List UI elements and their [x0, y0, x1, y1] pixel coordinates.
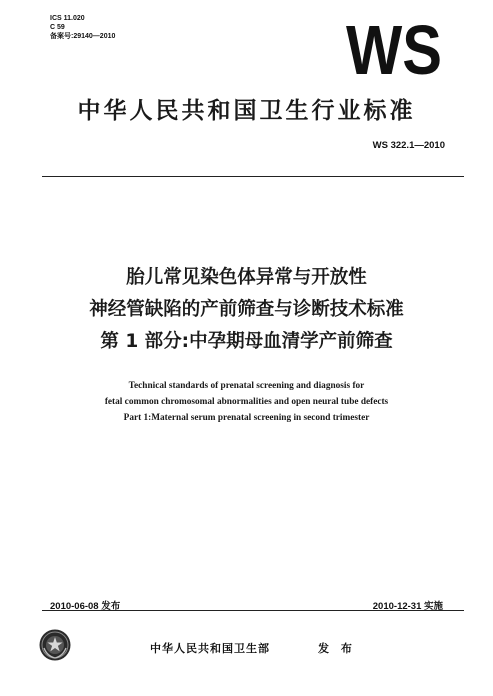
ccs-code: C 59	[50, 24, 65, 31]
chinese-title-line-2: 神经管缺陷的产前筛查与诊断技术标准	[89, 299, 404, 320]
svg-text:WS: WS	[346, 11, 442, 89]
chinese-title-line-1: 胎儿常见染色体异常与开放性	[126, 267, 367, 288]
footer-divider	[42, 610, 464, 611]
english-title-line-3: Part 1:Maternal serum prenatal screening in second trimester	[123, 413, 370, 423]
english-title	[0, 378, 493, 426]
header-divider	[42, 176, 464, 177]
effective-date: 2010-12-31 实施	[372, 601, 443, 612]
publish-label: 发 布	[318, 642, 356, 655]
classification-block	[50, 14, 115, 41]
chinese-title-line-3: 第 1 部分:中孕期母血清学产前筛查	[100, 331, 393, 352]
issue-date: 2010-06-08 发布	[50, 601, 121, 612]
chinese-title	[0, 262, 493, 358]
ministry-emblem-icon	[38, 628, 72, 662]
english-title-line-1: Technical standards of prenatal screening and diagnosis for	[128, 381, 365, 391]
standard-number: WS 322.1—2010	[372, 140, 445, 151]
ics-code: ICS 11.020	[50, 15, 85, 22]
ws-logo-graphic	[344, 11, 444, 89]
ws-logo	[344, 11, 444, 89]
standard-category-title: 中华人民共和国卫生行业标准	[77, 98, 416, 124]
english-title-line-2: fetal common chromosomal abnormalities and open neural tube defects	[104, 397, 389, 407]
record-number: 备案号:29140—2010	[50, 33, 116, 40]
publisher-name: 中华人民共和国卫生部	[150, 642, 270, 655]
